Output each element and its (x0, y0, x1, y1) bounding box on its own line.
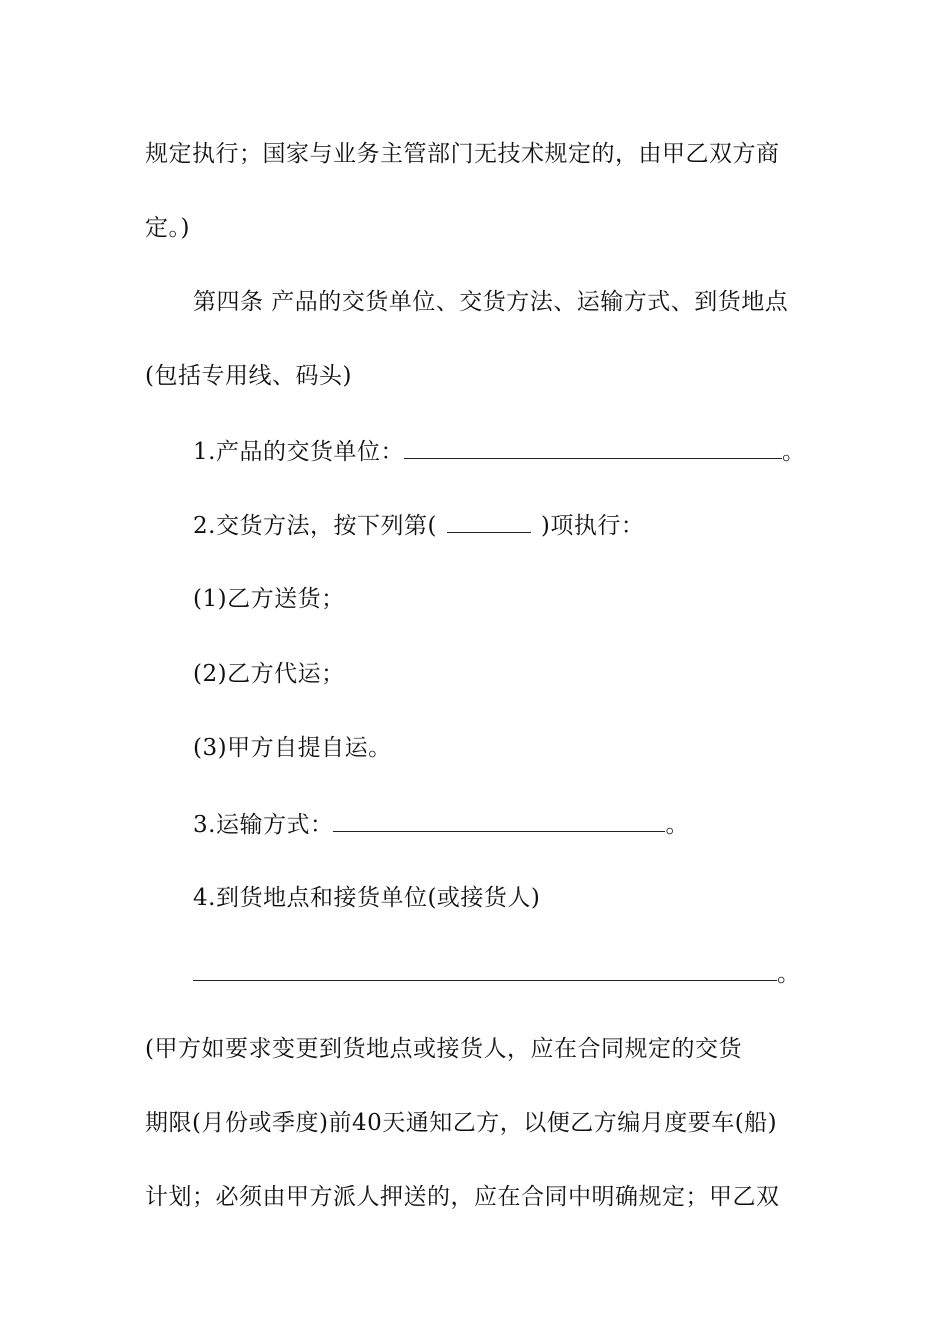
delivery-method-end: )项执行： (540, 513, 645, 539)
arrival-place-fill-line (193, 958, 801, 989)
delivery-method-label: 2.交货方法，按下列第( (193, 513, 437, 539)
note-line: 期限(月份或季度)前40天通知乙方，以便乙方编月度要车(船) (145, 1110, 778, 1136)
transport-method-item (193, 809, 689, 840)
option-seller-delivery: (1)乙方送货； (193, 586, 345, 612)
transport-method-end: 。 (665, 812, 689, 838)
arrival-place-label: 4.到货地点和接货单位(或接货人) (193, 885, 541, 911)
transport-method-label: 3.运输方式： (193, 812, 334, 838)
paragraph-line: (包括专用线、码头) (145, 363, 352, 389)
article-heading: 第四条 产品的交货单位、交货方法、运输方式、到货地点 (193, 289, 789, 315)
arrival-place-end: 。 (777, 961, 801, 987)
delivery-unit-item (193, 436, 805, 467)
transport-method-blank[interactable] (333, 809, 665, 832)
delivery-unit-end: 。 (781, 439, 806, 465)
paragraph-line: 规定执行；国家与业务主管部门无技术规定的，由甲乙双方商 (145, 141, 780, 167)
note-line: (甲方如要求变更到货地点或接货人，应在合同规定的交货 (145, 1036, 742, 1062)
option-buyer-pickup: (3)甲方自提自运。 (193, 735, 392, 761)
delivery-unit-label: 1.产品的交货单位： (193, 439, 404, 465)
paragraph-line: 定。) (145, 215, 190, 241)
arrival-place-blank[interactable] (193, 958, 777, 981)
delivery-method-item (193, 510, 644, 541)
delivery-unit-blank[interactable] (404, 436, 782, 459)
note-line: 计划；必须由甲方派人押送的，应在合同中明确规定；甲乙双 (145, 1184, 780, 1210)
delivery-method-blank[interactable] (447, 510, 531, 533)
option-seller-shipping: (2)乙方代运； (193, 661, 345, 687)
